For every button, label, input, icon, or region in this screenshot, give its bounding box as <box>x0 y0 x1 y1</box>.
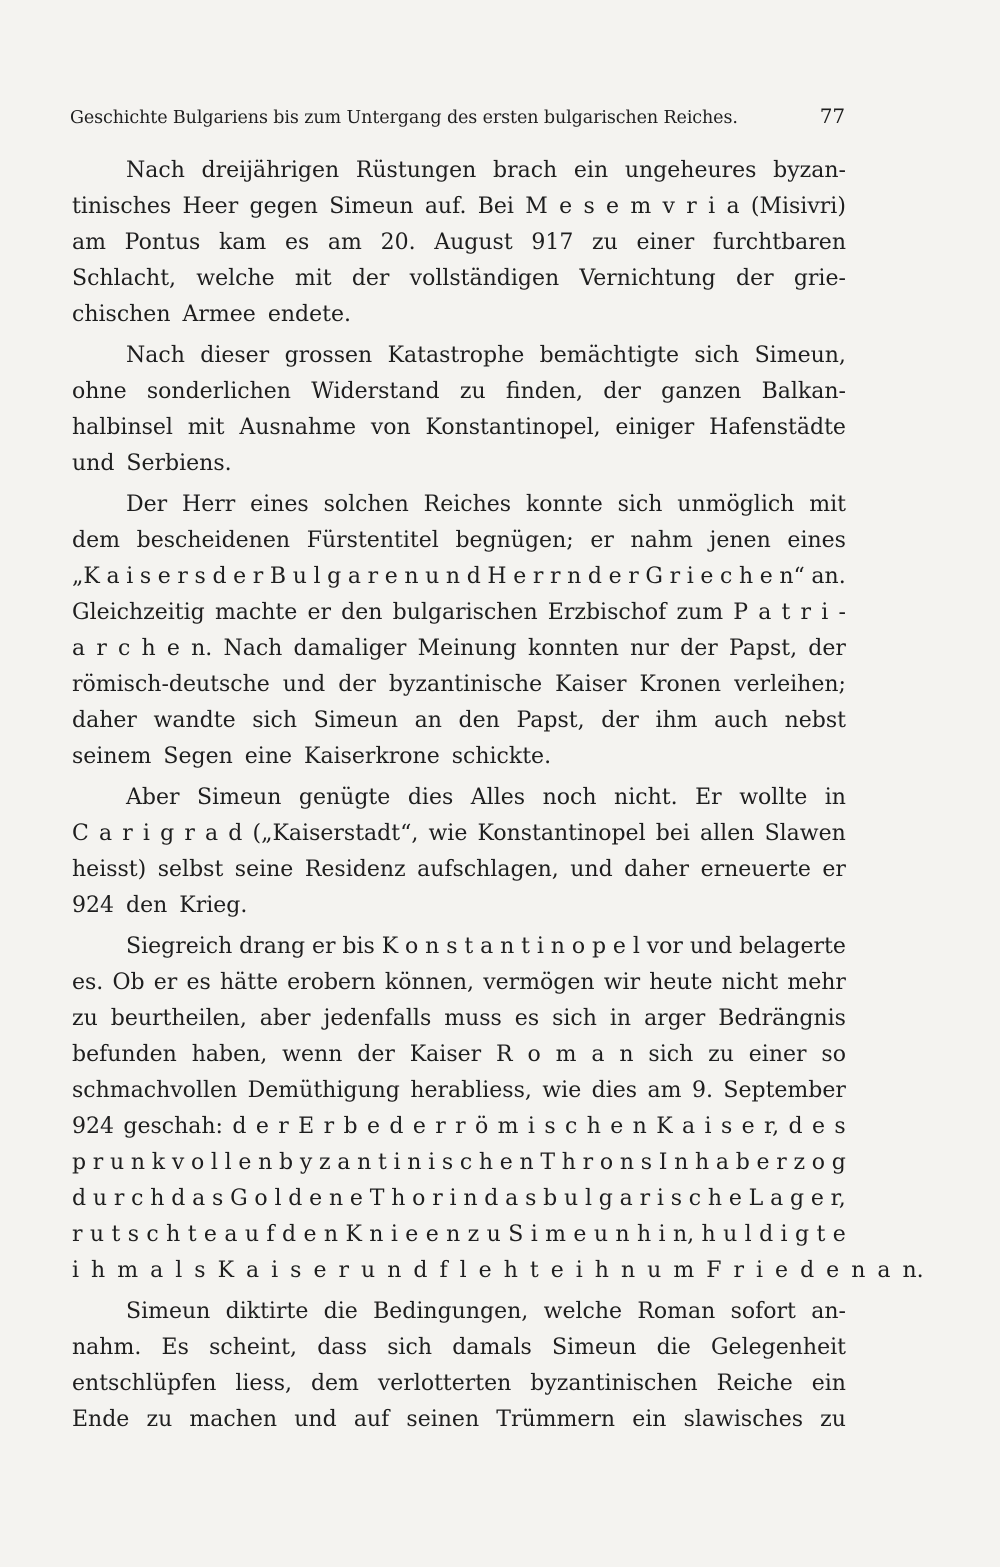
text-line: Simeun diktirte die Bedingungen, welche Roman sofort an- <box>126 1299 846 1324</box>
text-line: entschlüpfen liess, dem verlotterten byzantinischen Reiche ein <box>72 1371 846 1396</box>
text-line: es. Ob er es hätte erobern können, vermögen wir heute nicht mehr <box>72 970 846 995</box>
text-line: Gleichzeitig machte er den bulgarischen Erzbischof zum P a t r i - <box>72 600 846 625</box>
text-line: und Serbiens. <box>72 451 232 476</box>
text-line: seinem Segen eine Kaiserkrone schickte. <box>72 744 552 769</box>
text-line: d u r c h d a s G o l d e n e T h o r i n d a s b u l g a r i s c h e L a g e r, <box>72 1186 846 1211</box>
running-header <box>70 104 845 128</box>
text-line: römisch-deutsche und der byzantinische Kaiser Kronen verleihen; <box>72 672 846 697</box>
text-line: p r u n k v o l l e n b y z a n t i n i s c h e n T h r o n s I n h a b e r z o g <box>72 1150 846 1175</box>
text-line: Ende zu machen und auf seinen Trümmern ein slawisches zu <box>72 1407 846 1432</box>
text-line: daher wandte sich Simeun an den Papst, der ihm auch nebst <box>72 708 846 733</box>
text-line: tinisches Heer gegen Simeun auf. Bei M e s e m v r i a (Misivri) <box>72 194 846 219</box>
text-line: Nach dieser grossen Katastrophe bemächtigte sich Simeun, <box>126 343 846 368</box>
paragraph <box>72 487 846 775</box>
text-line: 924 den Krieg. <box>72 893 248 918</box>
text-line: Schlacht, welche mit der vollständigen Vernichtung der grie- <box>72 266 846 291</box>
text-line: zu beurtheilen, aber jedenfalls muss es sich in arger Bedrängnis <box>72 1006 846 1031</box>
text-line: am Pontus kam es am 20. August 917 zu einer furchtbaren <box>72 230 846 255</box>
text-line: schmachvollen Demüthigung herabliess, wie dies am 9. September <box>72 1078 846 1103</box>
text-line: Nach dreijährigen Rüstungen brach ein ungeheures byzan- <box>126 158 846 183</box>
paragraph <box>72 929 924 1289</box>
text-line: Siegreich drang er bis K o n s t a n t i n o p e l vor und belagerte <box>126 934 846 959</box>
paragraph <box>72 780 846 924</box>
text-line: befunden haben, wenn der Kaiser R o m a n sich zu einer so <box>72 1042 846 1067</box>
text-line: Der Herr eines solchen Reiches konnte sich unmöglich mit <box>126 492 846 517</box>
text-line: Aber Simeun genügte dies Alles noch nicht. Er wollte in <box>126 785 846 810</box>
page-number: 77 <box>819 104 845 128</box>
paragraph <box>72 153 846 333</box>
text-line: i h m a l s K a i s e r u n d f l e h t e i h n u m F r i e d e n a n. <box>72 1258 924 1283</box>
paragraph <box>72 338 846 482</box>
text-line: halbinsel mit Ausnahme von Konstantinopel, einiger Hafenstädte <box>72 415 846 440</box>
text-line: a r c h e n. Nach damaliger Meinung konnten nur der Papst, der <box>72 636 846 661</box>
text-line: chischen Armee endete. <box>72 302 351 327</box>
body-text <box>72 153 924 1438</box>
text-line: 924 geschah: d e r E r b e d e r r ö m i s c h e n K a i s e r, d e s <box>72 1114 846 1139</box>
text-line: heisst) selbst seine Residenz aufschlagen, und daher erneuerte er <box>72 857 846 882</box>
running-title: Geschichte Bulgariens bis zum Untergang des ersten bulgarischen Reiches. <box>70 108 738 128</box>
text-line: dem bescheidenen Fürstentitel begnügen; er nahm jenen eines <box>72 528 846 553</box>
paragraph <box>72 1294 846 1438</box>
text-line: „K a i s e r s d e r B u l g a r e n u n d H e r r n d e r G r i e c h e n“ an. <box>72 564 846 589</box>
text-line: ohne sonderlichen Widerstand zu finden, der ganzen Balkan- <box>72 379 846 404</box>
text-line: nahm. Es scheint, dass sich damals Simeun die Gelegenheit <box>72 1335 846 1360</box>
text-line: C a r i g r a d („Kaiserstadt“, wie Konstantinopel bei allen Slawen <box>72 821 846 846</box>
text-line: r u t s c h t e a u f d e n K n i e e n z u S i m e u n h i n, h u l d i g t e <box>72 1222 846 1247</box>
